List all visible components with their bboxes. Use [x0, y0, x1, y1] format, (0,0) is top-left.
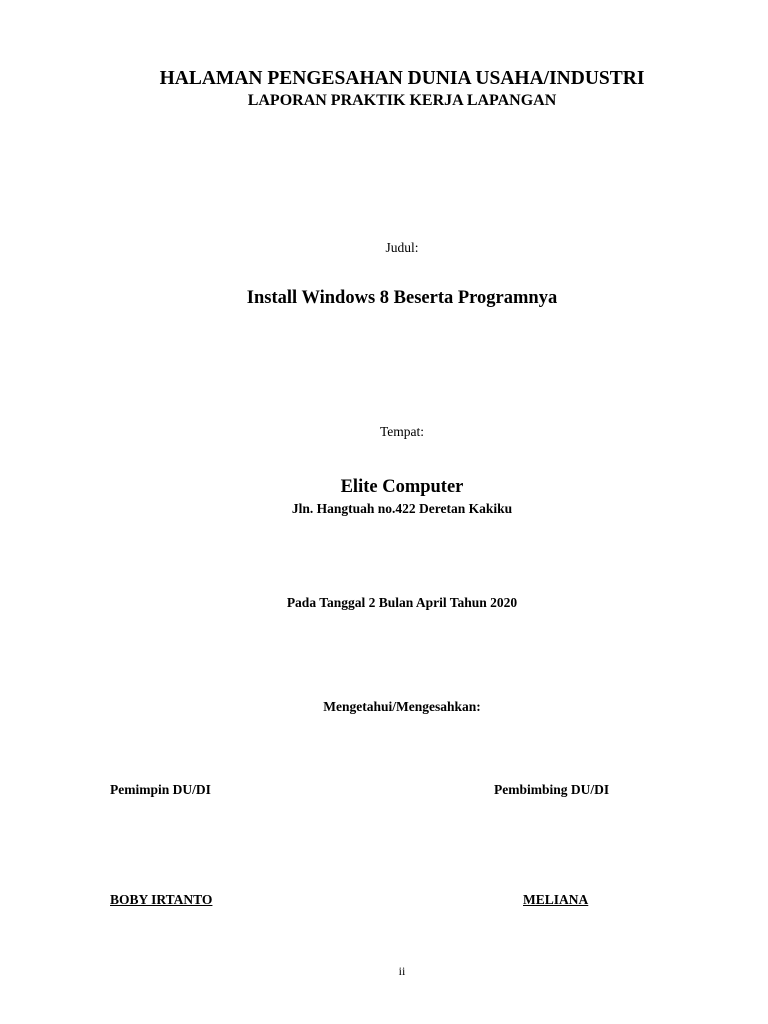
- right-signature-role: Pembimbing DU/DI: [494, 782, 610, 797]
- approval-line: Mengetahui/Mengesahkan:: [323, 699, 481, 714]
- tempat-address: Jln. Hangtuah no.422 Deretan Kakiku: [291, 501, 513, 516]
- document-title: HALAMAN PENGESAHAN DUNIA USAHA/INDUSTRI: [159, 68, 645, 89]
- judul-label: Judul:: [385, 240, 419, 255]
- date-line: Pada Tanggal 2 Bulan April Tahun 2020: [286, 595, 518, 610]
- document-subtitle: LAPORAN PRAKTIK KERJA LAPANGAN: [247, 92, 557, 109]
- right-signature-name: MELIANA: [523, 892, 589, 907]
- tempat-label: Tempat:: [379, 424, 425, 439]
- left-signature-role: Pemimpin DU/DI: [110, 782, 211, 797]
- left-signature-name: BOBY IRTANTO: [110, 892, 213, 907]
- judul-value: Install Windows 8 Beserta Programnya: [246, 288, 558, 308]
- tempat-name: Elite Computer: [340, 477, 464, 497]
- page-number: ii: [398, 964, 406, 978]
